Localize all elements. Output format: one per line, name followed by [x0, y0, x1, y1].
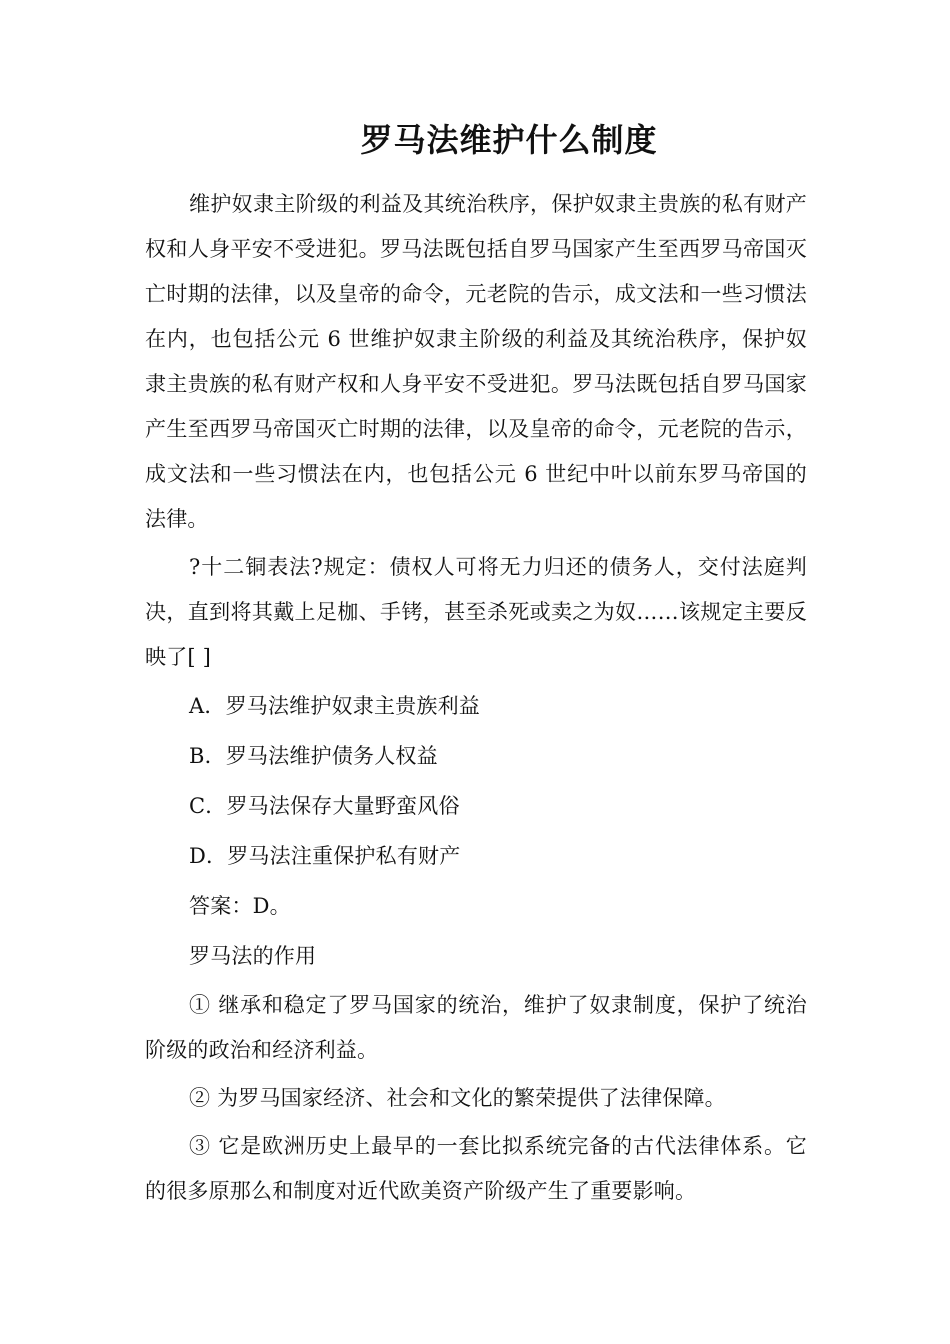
point-1: ① 继承和稳定了罗马国家的统治，维护了奴隶制度，保护了统治阶级的政治和经济利益。	[145, 993, 807, 1062]
document-body	[145, 182, 807, 1217]
option-d: D．罗马法注重保护私有财产	[189, 844, 461, 868]
question-stem: ?十二铜表法?规定：债权人可将无力归还的债务人，交付法庭判决，直到将其戴上足枷、手铐，甚至杀死或卖之为奴……该规定主要反映了[ ]	[145, 555, 807, 669]
paragraph-intro: 维护奴隶主阶级的利益及其统治秩序，保护奴隶主贵族的私有财产权和人身平安不受进犯。罗马法既包括自罗马国家产生至西罗马帝国灭亡时期的法律，以及皇帝的命令，元老院的告示，成文法和一些习惯法在内，也包括公元 6 世维护奴隶主阶级的利益及其统治秩序，保护奴隶主贵族的私有财产权和人身平安不受进犯。罗马法既包括自罗马国家产生至西罗马帝国灭亡时期的法律，以及皇帝的命令，元老院的告示，成文法和一些习惯法在内，也包括公元 6 世纪中叶以前东罗马帝国的法律。	[145, 192, 807, 531]
document-title: 罗马法维护什么制度	[360, 121, 658, 159]
option-a: A．罗马法维护奴隶主贵族利益	[189, 694, 480, 718]
option-b: B．罗马法维护债务人权益	[189, 744, 438, 768]
section-heading: 罗马法的作用	[189, 944, 317, 968]
point-2: ② 为罗马国家经济、社会和文化的繁荣提供了法律保障。	[189, 1086, 726, 1110]
option-c: C．罗马法保存大量野蛮风俗	[189, 794, 460, 818]
answer-line: 答案：D。	[189, 894, 291, 918]
point-3: ③ 它是欧洲历史上最早的一套比拟系统完备的古代法律体系。它的很多原那么和制度对近代欧美资产阶级产生了重要影响。	[145, 1134, 807, 1203]
